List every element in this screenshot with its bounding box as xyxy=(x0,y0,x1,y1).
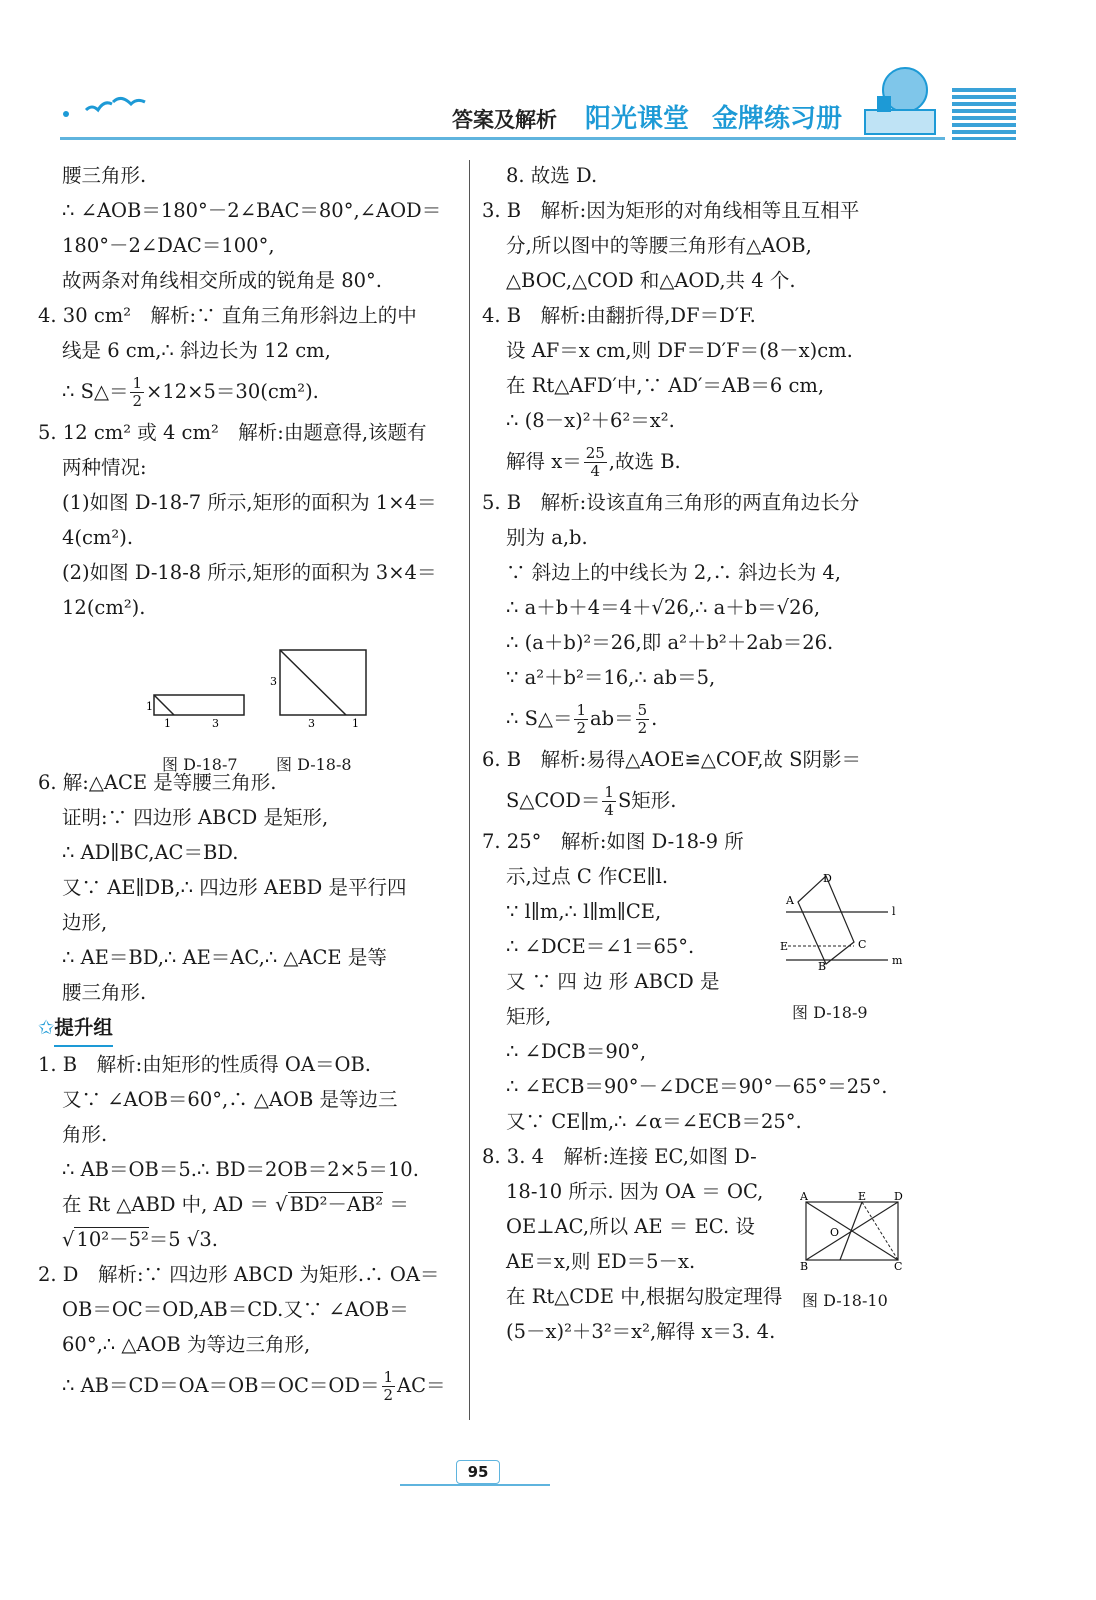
answer-r4: 4. B 解析:由翻折得,DF＝D′F. xyxy=(482,304,756,327)
answer-r5: 5. B 解析:设该直角三角形的两直角边长分 xyxy=(482,491,860,514)
svg-text:1: 1 xyxy=(146,700,153,713)
page-header xyxy=(0,0,1096,160)
svg-text:1: 1 xyxy=(352,717,359,730)
text-line: 在 Rt△CDE 中,根据勾股定理得 xyxy=(506,1285,783,1308)
text-line: 别为 a,b. xyxy=(506,526,588,549)
text-line: ∴ AB＝OB＝5.∴ BD＝2OB＝2×5＝10. xyxy=(62,1158,419,1181)
header-rule xyxy=(60,137,945,140)
svg-text:1: 1 xyxy=(164,717,171,730)
column-divider xyxy=(469,160,470,1420)
text-line: ∴ a＋b＋4＝4＋√26,∴ a＋b＝√26, xyxy=(506,596,821,619)
globe-mascot-icon xyxy=(855,60,945,140)
text-line: 边形, xyxy=(62,911,108,934)
formula-line: ∴ AB＝CD＝OA＝OB＝OC＝OD＝ $\frac{1}{2}$ AC＝ xyxy=(62,1368,446,1404)
text-line: ∵ 斜边上的中线长为 2,∴ 斜边长为 4, xyxy=(506,561,842,584)
svg-text:m: m xyxy=(892,954,903,967)
svg-text:l: l xyxy=(892,905,896,918)
right-column xyxy=(482,158,907,1349)
text-line: (2)如图 D-18-8 所示,矩形的面积为 3×4＝ xyxy=(62,561,437,584)
formula-line: √ 10²－5²＝5 √3. xyxy=(62,1228,218,1251)
page-number: 95 xyxy=(456,1460,500,1484)
text-line: ∴ ∠ECB＝90°－∠DCE＝90°－65°＝25°. xyxy=(506,1075,888,1098)
svg-text:3: 3 xyxy=(308,717,315,730)
seagull-icon xyxy=(58,92,158,132)
footer-rule xyxy=(400,1484,550,1486)
section-heading: ✩提升组 xyxy=(38,1010,460,1047)
svg-text:C: C xyxy=(894,1260,903,1270)
text-line: ∵ l∥m,∴ l∥m∥CE, xyxy=(506,900,662,923)
figure-caption: 图 D-18-7 xyxy=(162,755,238,774)
svg-text:3: 3 xyxy=(270,675,277,688)
text-line: 分,所以图中的等腰三角形有△AOB, xyxy=(506,234,812,257)
text-line: OE⊥AC,所以 AE ＝ EC. 设 xyxy=(506,1215,755,1238)
text-line: △BOC,△COD 和△AOD,共 4 个. xyxy=(506,269,796,292)
text-line: ∴ AE＝BD,∴ AE＝AC,∴ △ACE 是等 xyxy=(62,946,387,969)
text-line: 又 ∵ 四 边 形 ABCD 是 xyxy=(506,970,720,993)
text-line: AE＝x,则 ED＝5－x. xyxy=(506,1250,696,1273)
text-line: ∴ (8－x)²＋6²＝x². xyxy=(506,409,675,432)
text-line: OB＝OC＝OD,AB＝CD.又∵ ∠AOB＝ xyxy=(62,1298,409,1321)
svg-text:A: A xyxy=(800,1190,808,1203)
svg-text:C: C xyxy=(858,938,867,951)
text-line: 故两条对角线相交所成的锐角是 80°. xyxy=(62,269,382,292)
text-line: 8. 故选 D. xyxy=(506,164,598,187)
text-line: (5－x)²＋3²＝x²,解得 x＝3. 4. xyxy=(506,1320,776,1343)
answer-4: 4. 30 cm² 解析:∵ 直角三角形斜边上的中 xyxy=(38,304,417,327)
formula-line: ∴ S△＝ $\frac{1}{2}$ ab＝ $\frac{5}{2}$ . xyxy=(506,701,658,737)
text-line: 腰三角形. xyxy=(62,164,147,187)
text-line: 线是 6 cm,∴ 斜边长为 12 cm, xyxy=(62,339,331,362)
figure-d-18-10 xyxy=(800,1190,910,1270)
text-line: ∴ ∠DCB＝90°, xyxy=(506,1040,647,1063)
text-line: 又∵ ∠AOB＝60°,∴ △AOB 是等边三 xyxy=(62,1088,398,1111)
text-line: 在 Rt△AFD′中,∵ AD′＝AB＝6 cm, xyxy=(506,374,825,397)
text-line: 60°,∴ △AOB 为等边三角形, xyxy=(62,1333,311,1356)
brand-subtitle: 金牌练习册 xyxy=(712,104,843,134)
formula-line: 解得 x＝ $\frac{25}{4}$ ,故选 B. xyxy=(506,444,681,480)
left-column xyxy=(38,158,460,1409)
text-line: 证明:∵ 四边形 ABCD 是矩形, xyxy=(62,806,329,829)
answer-t1: 1. B 解析:由矩形的性质得 OA＝OB. xyxy=(38,1053,371,1076)
svg-text:O: O xyxy=(830,1226,840,1239)
text-line: 两种情况: xyxy=(62,456,147,479)
svg-text:D: D xyxy=(823,872,832,885)
answer-r7: 7. 25° 解析:如图 D-18-9 所 xyxy=(482,830,744,853)
figure-caption: 图 D-18-9 xyxy=(792,1003,868,1022)
svg-text:E: E xyxy=(780,940,789,953)
formula-line: ∴ S△＝ $\frac{1}{2}$ ×12×5＝30(cm²). xyxy=(62,374,319,410)
text-line: (1)如图 D-18-7 所示,矩形的面积为 1×4＝ xyxy=(62,491,437,514)
text-line: 18-10 所示. 因为 OA ＝ OC, xyxy=(506,1180,764,1203)
svg-text:B: B xyxy=(818,960,827,970)
text-line: 设 AF＝x cm,则 DF＝D′F＝(8－x)cm. xyxy=(506,339,853,362)
text-line: 腰三角形. xyxy=(62,981,147,1004)
text-line: 矩形, xyxy=(506,1005,552,1028)
text-line: ∴ ∠DCE＝∠1＝65°. xyxy=(506,935,695,958)
figure-d-18-9 xyxy=(778,870,908,970)
text-line: 示,过点 C 作CE∥l. xyxy=(506,865,669,888)
text-line: 角形. xyxy=(62,1123,108,1146)
svg-text:3: 3 xyxy=(212,717,219,730)
star-icon: ✩ xyxy=(38,1016,55,1039)
brand-title: 阳光课堂 xyxy=(585,104,690,134)
answer-5: 5. 12 cm² 或 4 cm² 解析:由题意得,该题有 xyxy=(38,421,427,444)
text-line: 180°－2∠DAC＝100°, xyxy=(62,234,275,257)
figure-caption: 图 D-18-10 xyxy=(802,1291,888,1310)
answer-6: 6. 解:△ACE 是等腰三角形. xyxy=(38,771,277,794)
svg-text:D: D xyxy=(894,1190,903,1203)
formula-line: S△COD＝ $\frac{1}{4}$ S矩形. xyxy=(506,783,677,819)
text-line: 又∵ CE∥m,∴ ∠α＝∠ECB＝25°. xyxy=(506,1110,802,1133)
formula-line: 在 Rt △ABD 中, AD ＝ √ BD²－AB² ＝ xyxy=(62,1193,409,1216)
header-stripes xyxy=(952,88,1016,140)
text-line: ∴ (a＋b)²＝26,即 a²＋b²＋2ab＝26. xyxy=(506,631,834,654)
figure-caption: 图 D-18-8 xyxy=(276,755,352,774)
answer-r3: 3. B 解析:因为矩形的对角线相等且互相平 xyxy=(482,199,860,222)
svg-text:E: E xyxy=(858,1190,867,1203)
svg-text:A: A xyxy=(786,894,794,907)
text-line: ∵ a²＋b²＝16,∴ ab＝5, xyxy=(506,666,716,689)
text-line: 12(cm²). xyxy=(62,596,146,619)
answer-t2: 2. D 解析:∵ 四边形 ABCD 为矩形.∴ OA＝ xyxy=(38,1263,440,1286)
text-line: 又∵ AE∥DB,∴ 四边形 AEBD 是平行四 xyxy=(62,876,407,899)
svg-text:B: B xyxy=(800,1260,809,1270)
answer-r8: 8. 3. 4 解析:连接 EC,如图 D- xyxy=(482,1145,757,1168)
text-line: ∴ AD∥BC,AC＝BD. xyxy=(62,841,239,864)
header-label: 答案及解析 xyxy=(452,108,557,132)
answer-r6: 6. B 解析:易得△AOE≌△COF,故 S阴影＝ xyxy=(482,748,861,771)
text-line: 4(cm²). xyxy=(62,526,134,549)
text-line: ∴ ∠AOB＝180°－2∠BAC＝80°,∠AOD＝ xyxy=(62,199,442,222)
